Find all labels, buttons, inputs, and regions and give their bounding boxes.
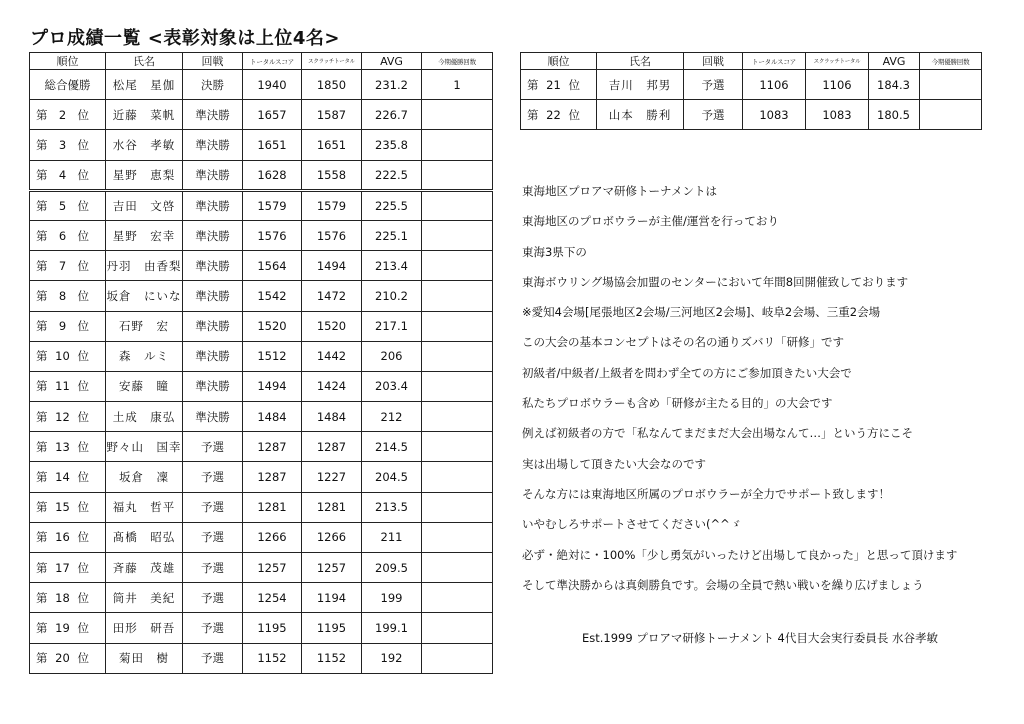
rank-suffix: 位 (77, 137, 89, 152)
avg-cell: 204.5 (362, 462, 422, 492)
total-score-cell: 1628 (243, 160, 302, 190)
tournament-description (522, 186, 1002, 610)
avg-cell: 180.5 (869, 100, 920, 130)
rank-prefix: 第 (36, 651, 48, 666)
header-wins: 今期優勝回数 (422, 53, 493, 70)
rank-cell (30, 522, 106, 552)
avg-cell: 184.3 (869, 70, 920, 100)
description-line: 東海地区プロアマ研修トーナメントは (522, 184, 718, 198)
rank-cell (30, 553, 106, 583)
table-row (30, 251, 493, 281)
rank-prefix: 第 (527, 107, 539, 122)
wins-cell (422, 190, 493, 220)
wins-cell (422, 583, 493, 613)
rank-cell (30, 130, 106, 160)
name-cell: 筒井 美紀 (106, 583, 183, 613)
header-rank: 順位 (521, 53, 597, 70)
name-cell: 斉藤 茂雄 (106, 553, 183, 583)
rank-suffix: 位 (77, 651, 89, 666)
rank-number: 4 (58, 167, 67, 182)
description-line: ※愛知4会場[尾張地区2会場/三河地区2会場]、岐阜2会場、三重2会場 (522, 305, 881, 320)
rank-number: 12 (55, 409, 70, 424)
round-cell: 予選 (183, 613, 243, 643)
rank-number: 5 (58, 198, 67, 213)
name-cell: 吉川 邦男 (597, 70, 684, 100)
rank-cell: 総合優勝 (30, 70, 106, 100)
scratch-total-cell: 1281 (302, 492, 362, 522)
header-name: 氏名 (106, 53, 183, 70)
table-row (521, 70, 982, 100)
name-cell: 水谷 孝敏 (106, 130, 183, 160)
rank-number: 16 (55, 530, 70, 545)
scratch-total-cell: 1287 (302, 432, 362, 462)
header-total: トータルスコア (243, 53, 302, 70)
rank-prefix: 第 (36, 620, 48, 635)
wins-cell (422, 643, 493, 673)
wins-cell (422, 553, 493, 583)
avg-cell: 226.7 (362, 100, 422, 130)
name-cell: 山本 勝利 (597, 100, 684, 130)
name-cell: 福丸 哲平 (106, 492, 183, 522)
description-line: 私たちプロボウラーも含め「研修が主たる目的」の大会です (522, 396, 833, 411)
avg-cell: 210.2 (362, 281, 422, 311)
rank-prefix: 第 (36, 530, 48, 545)
wins-cell (422, 371, 493, 401)
scratch-total-cell: 1083 (806, 100, 869, 130)
rank-number: 2 (58, 107, 67, 122)
rank-prefix: 第 (36, 137, 48, 152)
header-avg: AVG (362, 53, 422, 70)
rank-suffix: 位 (77, 560, 89, 575)
scratch-total-cell: 1442 (302, 341, 362, 371)
description-line: いやむしろサポートさせてください(^^ゞ (522, 517, 742, 532)
avg-cell: 199.1 (362, 613, 422, 643)
rank-number: 15 (55, 500, 70, 515)
scratch-total-cell: 1266 (302, 522, 362, 552)
rank-cell (30, 281, 106, 311)
wins-cell (920, 70, 982, 100)
avg-cell: 203.4 (362, 371, 422, 401)
scratch-total-cell: 1152 (302, 643, 362, 673)
name-cell: 髙橋 昭弘 (106, 522, 183, 552)
rank-prefix: 第 (36, 379, 48, 394)
table-row (30, 613, 493, 643)
wins-cell: 1 (422, 70, 493, 100)
table-header-row (30, 53, 493, 70)
table-row (30, 371, 493, 401)
total-score-cell: 1152 (243, 643, 302, 673)
round-cell: 予選 (183, 462, 243, 492)
rank-prefix: 第 (36, 107, 48, 122)
rank-prefix: 第 (36, 167, 48, 182)
round-cell: 準決勝 (183, 311, 243, 341)
name-cell: 丹羽 由香梨 (106, 251, 183, 281)
rank-prefix: 第 (36, 349, 48, 364)
rank-suffix: 位 (568, 77, 580, 92)
table-header-row (521, 53, 982, 70)
rank-cell (521, 70, 597, 100)
rank-cell (30, 341, 106, 371)
rank-cell (30, 220, 106, 250)
round-cell: 準決勝 (183, 371, 243, 401)
rank-cell (30, 190, 106, 220)
wins-cell (422, 462, 493, 492)
rank-suffix: 位 (77, 620, 89, 635)
scratch-total-cell: 1494 (302, 251, 362, 281)
table-row (30, 462, 493, 492)
rank-suffix: 位 (77, 107, 89, 122)
avg-cell: 199 (362, 583, 422, 613)
table-row (521, 100, 982, 130)
rank-suffix: 位 (77, 198, 89, 213)
avg-cell: 225.5 (362, 190, 422, 220)
name-cell: 吉田 文啓 (106, 190, 183, 220)
total-score-cell: 1657 (243, 100, 302, 130)
total-score-cell: 1083 (743, 100, 806, 130)
round-cell: 予選 (183, 643, 243, 673)
rank-cell (30, 432, 106, 462)
wins-cell (422, 432, 493, 462)
avg-cell: 225.1 (362, 220, 422, 250)
rank-prefix: 第 (36, 590, 48, 605)
rank-suffix: 位 (77, 439, 89, 454)
rank-suffix: 位 (77, 590, 89, 605)
round-cell: 予選 (183, 492, 243, 522)
wins-cell (422, 130, 493, 160)
table-row (30, 220, 493, 250)
rank-suffix: 位 (568, 107, 580, 122)
total-score-cell: 1281 (243, 492, 302, 522)
avg-cell: 231.2 (362, 70, 422, 100)
avg-cell: 222.5 (362, 160, 422, 190)
avg-cell: 206 (362, 341, 422, 371)
results-table (29, 52, 493, 674)
round-cell: 準決勝 (183, 281, 243, 311)
rank-number: 18 (55, 590, 70, 605)
round-cell: 準決勝 (183, 130, 243, 160)
total-score-cell: 1494 (243, 371, 302, 401)
table-row (30, 70, 493, 100)
round-cell: 準決勝 (183, 100, 243, 130)
scratch-total-cell: 1587 (302, 100, 362, 130)
wins-cell (422, 220, 493, 250)
total-score-cell: 1195 (243, 613, 302, 643)
total-score-cell: 1520 (243, 311, 302, 341)
name-cell: 坂倉 凜 (106, 462, 183, 492)
rank-number: 7 (58, 258, 67, 273)
description-line: 実は出場して頂きたい大会なのです (522, 456, 706, 471)
scratch-total-cell: 1195 (302, 613, 362, 643)
rank-number: 11 (55, 379, 70, 394)
scratch-total-cell: 1484 (302, 402, 362, 432)
total-score-cell: 1576 (243, 220, 302, 250)
scratch-total-cell: 1472 (302, 281, 362, 311)
wins-cell (920, 100, 982, 130)
avg-cell: 212 (362, 402, 422, 432)
rank-number: 20 (55, 651, 70, 666)
rank-cell (30, 492, 106, 522)
header-total: トータルスコア (743, 53, 806, 70)
scratch-total-cell: 1424 (302, 371, 362, 401)
round-cell: 予選 (183, 522, 243, 552)
total-score-cell: 1512 (243, 341, 302, 371)
total-score-cell: 1579 (243, 190, 302, 220)
table-row (30, 583, 493, 613)
table-row (30, 160, 493, 190)
total-score-cell: 1564 (243, 251, 302, 281)
rank-prefix: 第 (527, 77, 539, 92)
rank-number: 13 (55, 439, 70, 454)
avg-cell: 211 (362, 522, 422, 552)
round-cell: 予選 (183, 432, 243, 462)
rank-cell (30, 371, 106, 401)
header-name: 氏名 (597, 53, 684, 70)
round-cell: 予選 (684, 70, 743, 100)
name-cell: 坂倉 にいな (106, 281, 183, 311)
rank-prefix: 第 (36, 319, 48, 334)
rank-suffix: 位 (77, 530, 89, 545)
avg-cell: 217.1 (362, 311, 422, 341)
table-row (30, 281, 493, 311)
rank-cell (30, 160, 106, 190)
rank-prefix: 第 (36, 470, 48, 485)
wins-cell (422, 281, 493, 311)
name-cell: 野々山 国幸 (106, 432, 183, 462)
total-score-cell: 1266 (243, 522, 302, 552)
rank-number: 8 (58, 288, 67, 303)
total-score-cell: 1257 (243, 553, 302, 583)
header-wins: 今期優勝回数 (920, 53, 982, 70)
round-cell: 予選 (183, 583, 243, 613)
wins-cell (422, 311, 493, 341)
header-round: 回戦 (684, 53, 743, 70)
scratch-total-cell: 1651 (302, 130, 362, 160)
rank-suffix: 位 (77, 500, 89, 515)
rank-number: 6 (58, 228, 67, 243)
name-cell: 菊田 樹 (106, 643, 183, 673)
wins-cell (422, 522, 493, 552)
table-row (30, 432, 493, 462)
name-cell: 松尾 星伽 (106, 70, 183, 100)
wins-cell (422, 341, 493, 371)
total-score-cell: 1287 (243, 462, 302, 492)
rank-suffix: 位 (77, 288, 89, 303)
table-row (30, 522, 493, 552)
rank-number: 19 (55, 620, 70, 635)
description-line: そんな方には東海地区所属のプロボウラーが全力でサポート致します！ (522, 486, 890, 501)
rank-suffix: 位 (77, 228, 89, 243)
wins-cell (422, 100, 493, 130)
name-cell: 星野 宏幸 (106, 220, 183, 250)
rank-number: 22 (546, 107, 561, 122)
name-cell: 近藤 菜帆 (106, 100, 183, 130)
total-score-cell: 1254 (243, 583, 302, 613)
rank-cell (521, 100, 597, 130)
header-round: 回戦 (183, 53, 243, 70)
rank-prefix: 第 (36, 409, 48, 424)
rank-number: 10 (55, 349, 70, 364)
table-row (30, 553, 493, 583)
total-score-cell: 1106 (743, 70, 806, 100)
table-row (30, 341, 493, 371)
scratch-total-cell: 1227 (302, 462, 362, 492)
page-title: プロ成績一覧 <表彰対象は上位4名> (30, 28, 340, 49)
rank-prefix: 第 (36, 258, 48, 273)
scratch-total-cell: 1520 (302, 311, 362, 341)
round-cell: 準決勝 (183, 190, 243, 220)
rank-cell (30, 100, 106, 130)
total-score-cell: 1287 (243, 432, 302, 462)
round-cell: 準決勝 (183, 160, 243, 190)
round-cell: 予選 (684, 100, 743, 130)
description-line: この大会の基本コンセプトはその名の通りズバリ「研修」です (522, 335, 844, 350)
rank-cell (30, 643, 106, 673)
wins-cell (422, 402, 493, 432)
scratch-total-cell: 1558 (302, 160, 362, 190)
rank-prefix: 第 (36, 288, 48, 303)
scratch-total-cell: 1850 (302, 70, 362, 100)
name-cell: 星野 恵梨 (106, 160, 183, 190)
rank-prefix: 第 (36, 228, 48, 243)
round-cell: 準決勝 (183, 220, 243, 250)
name-cell: 森 ルミ (106, 341, 183, 371)
rank-prefix: 第 (36, 198, 48, 213)
rank-suffix: 位 (77, 319, 89, 334)
table-row (30, 130, 493, 160)
avg-cell: 213.5 (362, 492, 422, 522)
total-score-cell: 1651 (243, 130, 302, 160)
name-cell: 安藤 瞳 (106, 371, 183, 401)
round-cell: 決勝 (183, 70, 243, 100)
avg-cell: 214.5 (362, 432, 422, 462)
name-cell: 土成 康弘 (106, 402, 183, 432)
avg-cell: 192 (362, 643, 422, 673)
description-line: 例えば初級者の方で「私なんてまだまだ大会出場なんて…」という方にこそ (522, 426, 913, 441)
rank-suffix: 位 (77, 409, 89, 424)
round-cell: 準決勝 (183, 251, 243, 281)
scratch-total-cell: 1106 (806, 70, 869, 100)
description-line: 必ず・絶対に・100%「少し勇気がいったけど出場して良かった」と思って頂けます (522, 547, 958, 562)
rank-cell (30, 402, 106, 432)
rank-cell (30, 462, 106, 492)
header-scratch: スクラッチトータル (806, 53, 869, 70)
rank-suffix: 位 (77, 349, 89, 364)
rank-cell (30, 311, 106, 341)
avg-cell: 209.5 (362, 553, 422, 583)
description-line: 東海3県下の (522, 244, 587, 259)
scratch-total-cell: 1257 (302, 553, 362, 583)
table-row (30, 100, 493, 130)
wins-cell (422, 160, 493, 190)
avg-cell: 213.4 (362, 251, 422, 281)
rank-cell (30, 251, 106, 281)
rank-suffix: 位 (77, 258, 89, 273)
table-row (30, 492, 493, 522)
table-row (30, 402, 493, 432)
wins-cell (422, 492, 493, 522)
description-line: 初級者/中級者/上級者を問わず全ての方にご参加頂きたい大会で (522, 365, 852, 380)
rank-number: 14 (55, 470, 70, 485)
description-line: 東海ボウリング場協会加盟のセンターにおいて年間8回開催致しております (522, 274, 909, 289)
rank-cell (30, 583, 106, 613)
table-row (30, 311, 493, 341)
rank-number: 3 (58, 137, 67, 152)
header-scratch: スクラッチトータル (302, 53, 362, 70)
rank-prefix: 第 (36, 560, 48, 575)
name-cell: 田形 研吾 (106, 613, 183, 643)
total-score-cell: 1484 (243, 402, 302, 432)
header-rank: 順位 (30, 53, 106, 70)
rank-suffix: 位 (77, 379, 89, 394)
name-cell: 石野 宏 (106, 311, 183, 341)
round-cell: 予選 (183, 553, 243, 583)
scratch-total-cell: 1194 (302, 583, 362, 613)
wins-cell (422, 613, 493, 643)
rank-number: 21 (546, 77, 561, 92)
table-row (30, 643, 493, 673)
table-row (30, 190, 493, 220)
results-table-continued (520, 52, 982, 130)
header-avg: AVG (869, 53, 920, 70)
description-line: 東海地区のプロボウラーが主催/運営を行っており (522, 214, 779, 229)
scratch-total-cell: 1576 (302, 220, 362, 250)
scratch-total-cell: 1579 (302, 190, 362, 220)
rank-prefix: 第 (36, 500, 48, 515)
rank-suffix: 位 (77, 167, 89, 182)
total-score-cell: 1542 (243, 281, 302, 311)
rank-number: 17 (55, 560, 70, 575)
round-cell: 準決勝 (183, 341, 243, 371)
rank-cell (30, 613, 106, 643)
total-score-cell: 1940 (243, 70, 302, 100)
rank-prefix: 第 (36, 439, 48, 454)
description-line: そして準決勝からは真剣勝負です。会場の全員で熱い戦いを繰り広げましょう (522, 577, 924, 592)
rank-suffix: 位 (77, 470, 89, 485)
rank-number: 9 (58, 319, 67, 334)
round-cell: 準決勝 (183, 402, 243, 432)
signature: Est.1999 プロアマ研修トーナメント 4代目大会実行委員長 水谷孝敏 (582, 631, 939, 645)
avg-cell: 235.8 (362, 130, 422, 160)
wins-cell (422, 251, 493, 281)
